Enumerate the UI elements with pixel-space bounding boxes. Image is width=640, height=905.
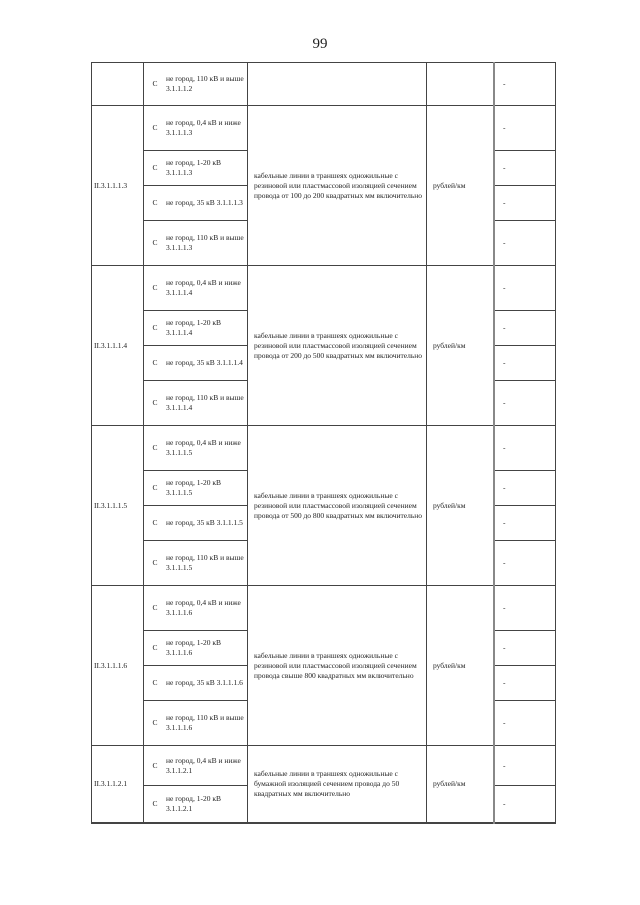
row-code: II.3.1.1.2.1: [92, 746, 144, 823]
subrow-value: -: [494, 266, 556, 311]
subrow-label: не город, 110 кВ и выше 3.1.1.1.6: [166, 701, 248, 746]
subrow-type: С: [144, 701, 167, 746]
subrow-label: не город, 1-20 кВ 3.1.1.1.6: [166, 631, 248, 666]
row-unit: рублей/км: [427, 266, 495, 426]
subrow-type: С: [144, 63, 167, 106]
subrow-type: С: [144, 221, 167, 266]
subrow-value: -: [494, 346, 556, 381]
subrow-label: не город, 1-20 кВ 3.1.1.2.1: [166, 786, 248, 823]
subrow-label: не город, 110 кВ и выше 3.1.1.1.3: [166, 221, 248, 266]
subrow-type: С: [144, 381, 167, 426]
subrow-value: -: [494, 106, 556, 151]
subrow-type: С: [144, 506, 167, 541]
subrow-type: С: [144, 186, 167, 221]
subrow-label: не город, 35 кВ 3.1.1.1.3: [166, 186, 248, 221]
subrow-label: не город, 35 кВ 3.1.1.1.5: [166, 506, 248, 541]
subrow-type: С: [144, 746, 167, 786]
row-description: кабельные линии в траншеях одножильные с бумажной изоляцией сечением провода до 50 квадратных мм включительно: [248, 746, 427, 823]
subrow-value: -: [494, 151, 556, 186]
row-description: кабельные линии в траншеях одножильные с резиновой или пластмассовой изоляцией сечением провода от 100 до 200 квадратных мм включительно: [248, 106, 427, 266]
subrow-type: С: [144, 541, 167, 586]
table-row: [92, 63, 556, 106]
subrow-value: -: [494, 311, 556, 346]
subrow-value: -: [494, 586, 556, 631]
table-row: [92, 586, 556, 631]
subrow-label: не город, 0,4 кВ и ниже 3.1.1.2.1: [166, 746, 248, 786]
row-unit: рублей/км: [427, 426, 495, 586]
subrow-type: С: [144, 266, 167, 311]
row-code: II.3.1.1.1.5: [92, 426, 144, 586]
subrow-label: не город, 35 кВ 3.1.1.1.6: [166, 666, 248, 701]
table-row: [92, 746, 556, 786]
subrow-value: -: [494, 381, 556, 426]
row-code: II.3.1.1.1.6: [92, 586, 144, 746]
subrow-label: не город, 0,4 кВ и ниже 3.1.1.1.6: [166, 586, 248, 631]
subrow-value: -: [494, 221, 556, 266]
subrow-value: -: [494, 186, 556, 221]
subrow-label: не город, 110 кВ и выше 3.1.1.1.5: [166, 541, 248, 586]
subrow-value: -: [494, 786, 556, 823]
subrow-label: не город, 1-20 кВ 3.1.1.1.4: [166, 311, 248, 346]
subrow-label: не город, 0,4 кВ и ниже 3.1.1.1.4: [166, 266, 248, 311]
table-row: [92, 106, 556, 151]
subrow-label: не город, 110 кВ и выше 3.1.1.1.2: [166, 63, 248, 106]
row-description: кабельные линии в траншеях одножильные с резиновой или пластмассовой изоляцией сечением провода от 200 до 500 квадратных мм включительно: [248, 266, 427, 426]
subrow-type: С: [144, 311, 167, 346]
subrow-label: не город, 35 кВ 3.1.1.1.4: [166, 346, 248, 381]
subrow-value: -: [494, 506, 556, 541]
subrow-type: С: [144, 106, 167, 151]
subrow-label: не город, 0,4 кВ и ниже 3.1.1.1.3: [166, 106, 248, 151]
row-description: кабельные линии в траншеях одножильные с резиновой или пластмассовой изоляцией сечением провода свыше 800 квадратных мм включительно: [248, 586, 427, 746]
subrow-label: не город, 0,4 кВ и ниже 3.1.1.1.5: [166, 426, 248, 471]
row-code: II.3.1.1.1.3: [92, 106, 144, 266]
subrow-type: С: [144, 586, 167, 631]
row-code: II.3.1.1.1.4: [92, 266, 144, 426]
subrow-value: -: [494, 426, 556, 471]
subrow-value: -: [494, 631, 556, 666]
table-row: [92, 426, 556, 471]
subrow-value: -: [494, 541, 556, 586]
subrow-value: -: [494, 666, 556, 701]
row-description: кабельные линии в траншеях одножильные с резиновой или пластмассовой изоляцией сечением провода от 500 до 800 квадратных мм включительно: [248, 426, 427, 586]
subrow-label: не город, 1-20 кВ 3.1.1.1.3: [166, 151, 248, 186]
table-row: [92, 266, 556, 311]
subrow-type: С: [144, 786, 167, 823]
row-unit: рублей/км: [427, 586, 495, 746]
row-description: [248, 63, 427, 106]
subrow-type: С: [144, 631, 167, 666]
subrow-type: С: [144, 151, 167, 186]
subrow-type: С: [144, 346, 167, 381]
row-unit: рублей/км: [427, 746, 495, 823]
subrow-type: С: [144, 426, 167, 471]
tariff-table: [91, 62, 556, 824]
row-code: [92, 63, 144, 106]
subrow-value: -: [494, 701, 556, 746]
subrow-value: -: [494, 746, 556, 786]
page-number: 99: [312, 36, 328, 52]
row-unit: рублей/км: [427, 106, 495, 266]
subrow-type: С: [144, 471, 167, 506]
subrow-value: -: [494, 471, 556, 506]
subrow-type: С: [144, 666, 167, 701]
subrow-label: не город, 1-20 кВ 3.1.1.1.5: [166, 471, 248, 506]
subrow-label: не город, 110 кВ и выше 3.1.1.1.4: [166, 381, 248, 426]
row-unit: [427, 63, 495, 106]
subrow-value: -: [494, 63, 556, 106]
